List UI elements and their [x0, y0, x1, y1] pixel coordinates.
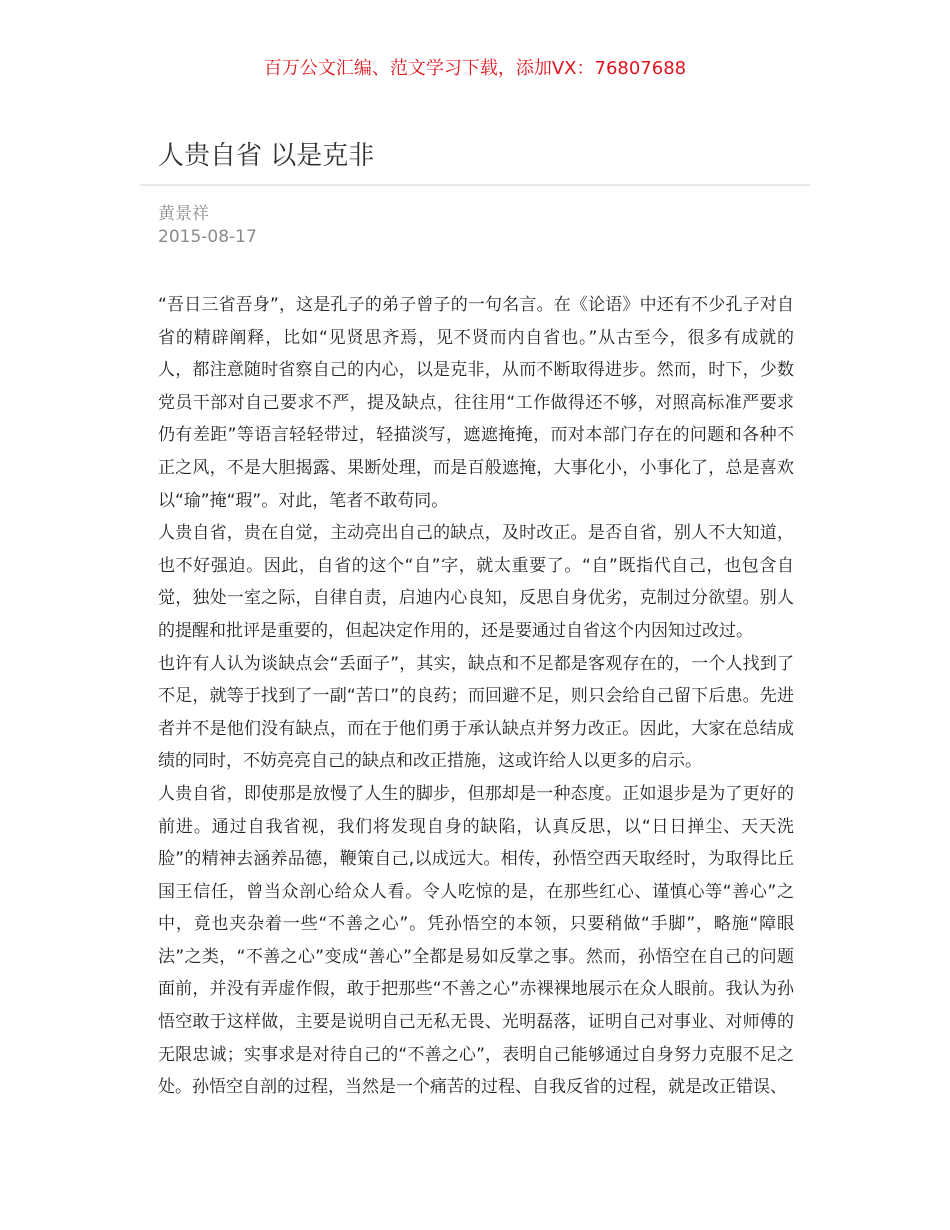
- paragraph: 人贵自省，贵在自觉，主动亮出自己的缺点，及时改正。是否自省，别人不大知道，也不好强迫。因此，自省的这个“自”字，就太重要了。“自”既指代自己，也包含自觉，独处一室之际，自律自责，启迪内心良知，反思自身优劣，克制过分欲望。别人的提醒和批评是重要的，但起决定作用的，还是要通过自省这个内因知过改过。: [158, 523, 794, 641]
- promo-banner: 百万公文汇编、范文学习下载，添加VX：76807688: [263, 58, 687, 79]
- author-name: 黄景祥: [158, 204, 209, 224]
- article-body: [158, 289, 794, 1104]
- paragraph: 也许有人认为谈缺点会“丢面子”，其实，缺点和不足都是客观存在的，一个人找到了不足，就等于找到了一副“苦口”的良药；而回避不足，则只会给自己留下后患。先进者并不是他们没有缺点，而在于他们勇于承认缺点并努力改正。因此，大家在总结成绩的同时，不妨亮亮自己的缺点和改正措施，这或许给人以更多的启示。: [158, 653, 794, 772]
- publish-date: 2015-08-17: [158, 227, 257, 247]
- article-meta: [158, 203, 257, 249]
- title-divider: [140, 184, 810, 186]
- paragraph: 人贵自省，即使那是放慢了人生的脚步，但那却是一种态度。正如退步是为了更好的前进。通过自我省视，我们将发现自身的缺陷，认真反思，以“日日掸尘、天天洗脸”的精神去涵养品德，鞭策自己,以成远大。相传，孙悟空西天取经时，为取得比丘国王信任，曾当众剖心给众人看。令人吃惊的是，在那些红心、谨慎心等“善心”之中，竟也夹杂着一些“不善之心”。凭孙悟空的本领，只要稍做“手脚”，略施“障眼法”之类，“不善之心”变成“善心”全都是易如反掌之事。然而，孙悟空在自己的问题面前，并没有弄虚作假，敢于把那些“不善之心”赤裸裸地展示在众人眼前。我认为孙悟空敢于这样做，主要是说明自己无私无畏、光明磊落，证明自己对事业、对师傅的无限忠诚；实事求是对待自己的“不善之心”，表明自己能够通过自身努力克服不足之处。孙悟空自剖的过程，当然是一个痛苦的过程、自我反省的过程，就是改正错误、: [158, 783, 794, 1098]
- article-title: 人贵自省 以是克非: [158, 141, 375, 171]
- paragraph: “吾日三省吾身”，这是孔子的弟子曾子的一句名言。在《论语》中还有不少孔子对自省的精辟阐释，比如“见贤思齐焉，见不贤而内自省也。”从古至今，很多有成就的人，都注意随时省察自己的内心，以是克非，从而不断取得进步。然而，时下，少数党员干部对自己要求不严，提及缺点，往往用“工作做得还不够，对照高标准严要求仍有差距”等语言轻轻带过，轻描淡写，遮遮掩掩，而对本部门存在的问题和各种不正之风，不是大胆揭露、果断处理，而是百般遮掩，大事化小，小事化了，总是喜欢以“瑜”掩“瑕”。对此，笔者不敢苟同。: [158, 295, 794, 511]
